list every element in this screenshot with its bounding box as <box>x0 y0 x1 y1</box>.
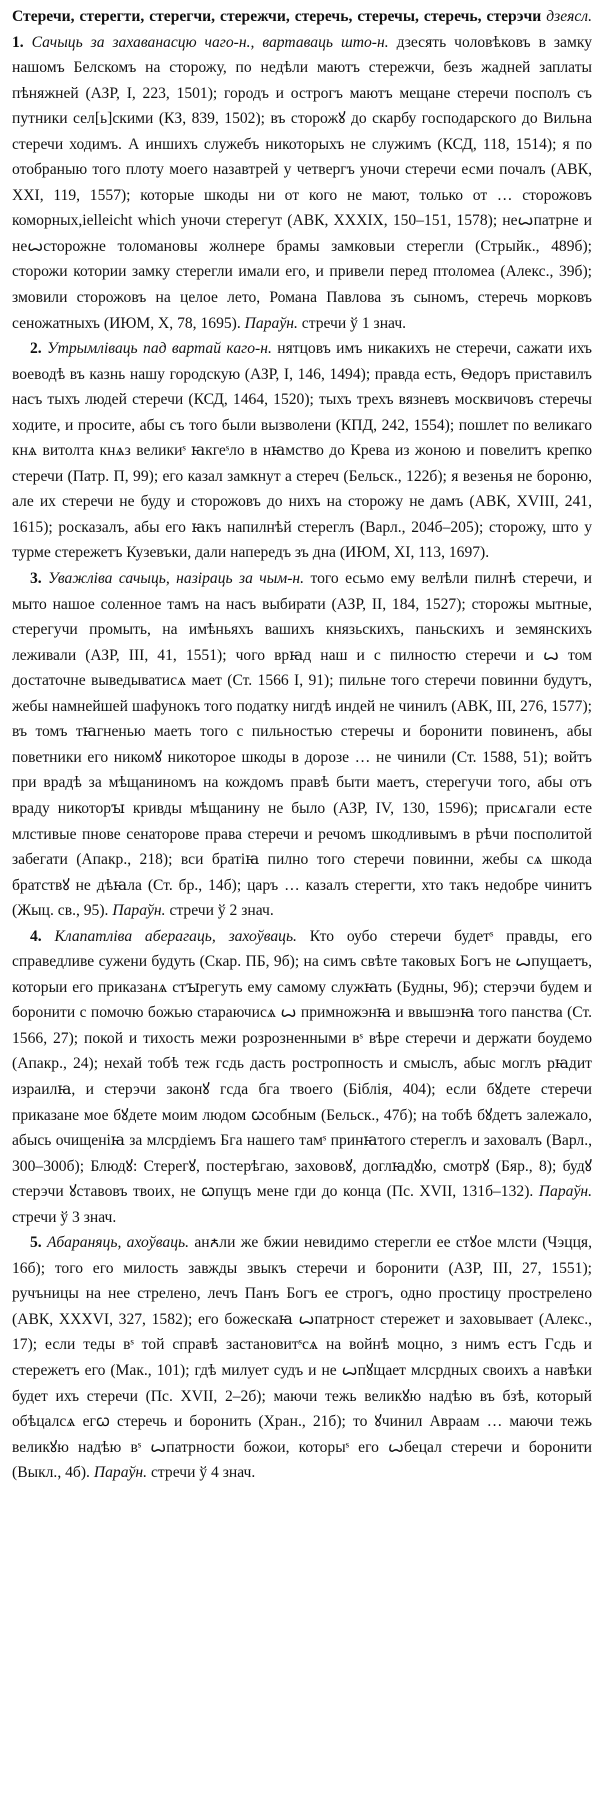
paraun-text: стречи ў 1 знач. <box>301 314 407 332</box>
sense-gloss: Уважліва сачыць, назіраць за чым-н. <box>48 570 305 588</box>
paraun-label: Параўн. <box>93 1464 148 1482</box>
sense-5 <box>12 1230 592 1485</box>
paraun-label: Параўн. <box>538 1183 593 1201</box>
sense-number: 1. <box>12 33 24 51</box>
paraun-label: Параўн. <box>244 314 298 332</box>
sense-number: 4. <box>30 927 42 945</box>
sense-text: Кто оубо стеречи будетˢ правды, его справедливе сужени будуть (Скар. ПБ, 9б); на симъ свѣте таковых Богъ не ꙍпущаетъ, которыи его приказанѧ стꙑрегуть ему самому служꙗть (Будны, 9б); стерэчи будем и боронити с помочю божью стараючисѧ ꙍ примножэнꙗ и ввышэнꙗ того панства (Ст. 1566, 27); покой и тихость межи розрозненными вˢ вѣре стеречи и держати боудемо (Апакр., 24); нехай тобѣ теж гсдь дасть ростропность и смыслъ, абыс моглъ рꙗдит израилꙗ, и стерэчи законꙋ гсда бга твоего (Біблія, 404); если бꙋдете стеречи приказане мое бꙋдете моим людом ꙍсобным (Бельск., 47б); на тобѣ бꙋдетъ залежало, абысь очищеніꙗ за млсрдіемъ Бга нашего тамˢ принꙗтого стереглъ и заховалъ (Варл., 300–300б); Блюдꙋ: Стерегꙋ, постерѣгаю, захововꙋ, доглꙗдꙋю, смотрꙋ (Бяр., 8); будꙋ стерэчи ꙋставовъ твоих, не ꙍпущъ мене гди до конца (Пс. XVII, 131б–132). <box>12 927 592 1201</box>
sense-number: 3. <box>30 570 42 588</box>
sense-text: анꙉли же бжии невидимо стерегли ее стꙋое млсти (Чэцця, 16б); того его милость завжды звыкъ стеречи и боронити (АЗР, III, 27, 1551); ручъницы на нее стрелено, лечъ Панъ Богъ ее строгъ, одно простицу прострелено (АВК, XXXVI, 327, 1582); его божескаꙗ ꙍпатрност стережет и заховывает (Алекс., 17); если теды вˢ той справѣ застановитˢсѧ на войнѣ моцно, з нимъ естъ Гсдь и стережетъ его (Мак., 101); гдѣ милует судъ и не ꙍпꙋщает млсрдных своихъ а навѣки будет ихъ стеречи (Пс. XVII, 2–2б); маючи тежь великꙋю надѣю въ бзѣ, который обѣцалсѧ егꙍ стеречь и боронить (Хран., 21б); то ꙋчинил Авраам … маючи тежь великꙋю надѣю вˢ ꙍпатрности божои, которыˢ его ꙍбецал стеречи и боронити (Выкл., 4б). <box>12 1234 592 1482</box>
sense-3 <box>12 566 592 924</box>
sense-number: 2. <box>30 340 42 358</box>
sense-gloss: Абараняць, ахоўваць. <box>47 1234 189 1252</box>
paraun-text: стречи ў 3 знач. <box>12 1208 117 1226</box>
sense-gloss: Утрымліваць пад вартай каго-н. <box>47 340 272 358</box>
paraun-label: Параўн. <box>112 902 166 920</box>
sense-4 <box>12 924 592 1231</box>
sense-2 <box>12 336 592 566</box>
grammar-label: дзеясл. <box>546 8 592 25</box>
sense-number: 5. <box>30 1234 42 1252</box>
sense-text: того есьмо ему велѣли пилнѣ стеречи, и мыто нашое соленное тамъ на насъ выбирати (АЗР, II, 184, 1527); сторожы мытные, стерегучи промыть, на имѣньяхъ вашихъ князьскихъ, паньскихъ и земянскихъ леживали (АЗР, III, 41, 1551); чого врꙗд наш и с пилностю стеречи и ꙍ том достаточне выведыватисѧ мает (Ст. 1566 I, 91); пильне того стеречи повинни будутъ, жебы намнейшей шафунокъ того податку нигдѣ индей не чинилъ (АВК, III, 276, 1577); въ томъ тꙗгненью маеть того с пильностью стеречы и боронити повиненъ, абы поветники его никомꙋ никоторое шкоды в дорозе … не чинили (Ст. 1588, 51); войтъ при врадѣ за мѣщаниномъ на кождомъ правѣ быти маетъ, стерегучи того, абы отъ враду никоторꙑ кривды мѣщанину не было (АЗР, IV, 130, 1596); присѧгали есте млстивые пнове сенаторове права стеречи и речомъ шкодливымъ в рѣчи посполитой забегати (Апакр., 218); вси братіꙗ пилно того стеречи повинни, жебы сѧ шкода братствꙋ не дѣꙗла (Ст. бр., 14б); царъ … казалъ стерегти, хто такъ недобре чинитъ (Жыц. св., 95). <box>12 570 593 920</box>
sense-text: нятцовъ имъ никакихъ не стеречи, сажати ихъ воеводѣ въ казнь нашу городскую (АЗР, I, 146, 1494); правда есть, Ѳедоръ приставилъ насъ тыхъ людей стеречи (КСД, 1464, 1520); тыхъ трехъ вязневъ москвичовъ стеречы ходите, и просите, абы съ того были вызволени (КПД, 242, 1554); пошлет по великаго кнѧ витолта кнѧз великиˢ ꙗкгеˢло в нꙗмство до Крева из жоною и повелитъ крепко стеречи (Патр. П, 99); его казал замкнут а стереч (Бельск., 122б); я везенья не бороню, але их стеречи не буду и сторожовъ до нихъ на сторожу не дамъ (АВК, XVIII, 241, 1615); росказалъ, абы его ꙗкъ напилнѣй стереглъ (Варл., 204б–205); сторожу, што у турме стережетъ Кузевъки, дали напередъ зъ дна (ИЮМ, XI, 113, 1697). <box>12 340 592 562</box>
sense-gloss: Сачыць за захаванасцю чаго-н., вартаваць што-н. <box>31 33 389 51</box>
paraun-text: стречи ў 4 знач. <box>150 1464 256 1482</box>
paraun-text: стречи ў 2 знач. <box>169 902 274 920</box>
headword: Стеречи, стерегти, стерегчи, стережчи, стеречь, стеречы, стеречь, стерэчи <box>12 8 542 25</box>
sense-text: дзесять чоловѣковъ в замку нашомъ Белскомъ на сторожу, по недѣли маютъ стережчи, безъ жадней заплаты пѣняжней (АЗР, I, 223, 1501); городъ и острогъ маютъ мещане стеречи посполъ съ путники сел[ь]скими (КЗ, 839, 1502); въ сторожꙋ до скарбу господарского до Вильна стеречи ходимъ. А иншихъ служебъ никоторыхъ не служимъ (КСД, 118, 1514); я по отобраныю того плоту моего назавтрей у четвергъ уночи стеречи есми почалъ (АВК, XXI, 119, 1557); которые шкоды ни от кого не мают, только от … сторожовъ коморных,ielleicht which уночи стерегут (АВК, XXXIX, 150–151, 1578); неꙍпатрне и неꙍсторожне толомановы жолнере брамы замковыи стерегли (Стрыйк., 489б); сторожи котории замку стерегли имали его, и привели перед птоломеа (Алекс., 39б); змовили сторожовъ на целое лето, Романа Павлова зъ сыномъ, стеречь морковъ сеножатныхъ (ИЮМ, X, 78, 1695). <box>12 33 592 332</box>
sense-gloss: Клапатліва аберагаць, захоўваць. <box>54 927 297 945</box>
sense-1 <box>12 4 592 336</box>
